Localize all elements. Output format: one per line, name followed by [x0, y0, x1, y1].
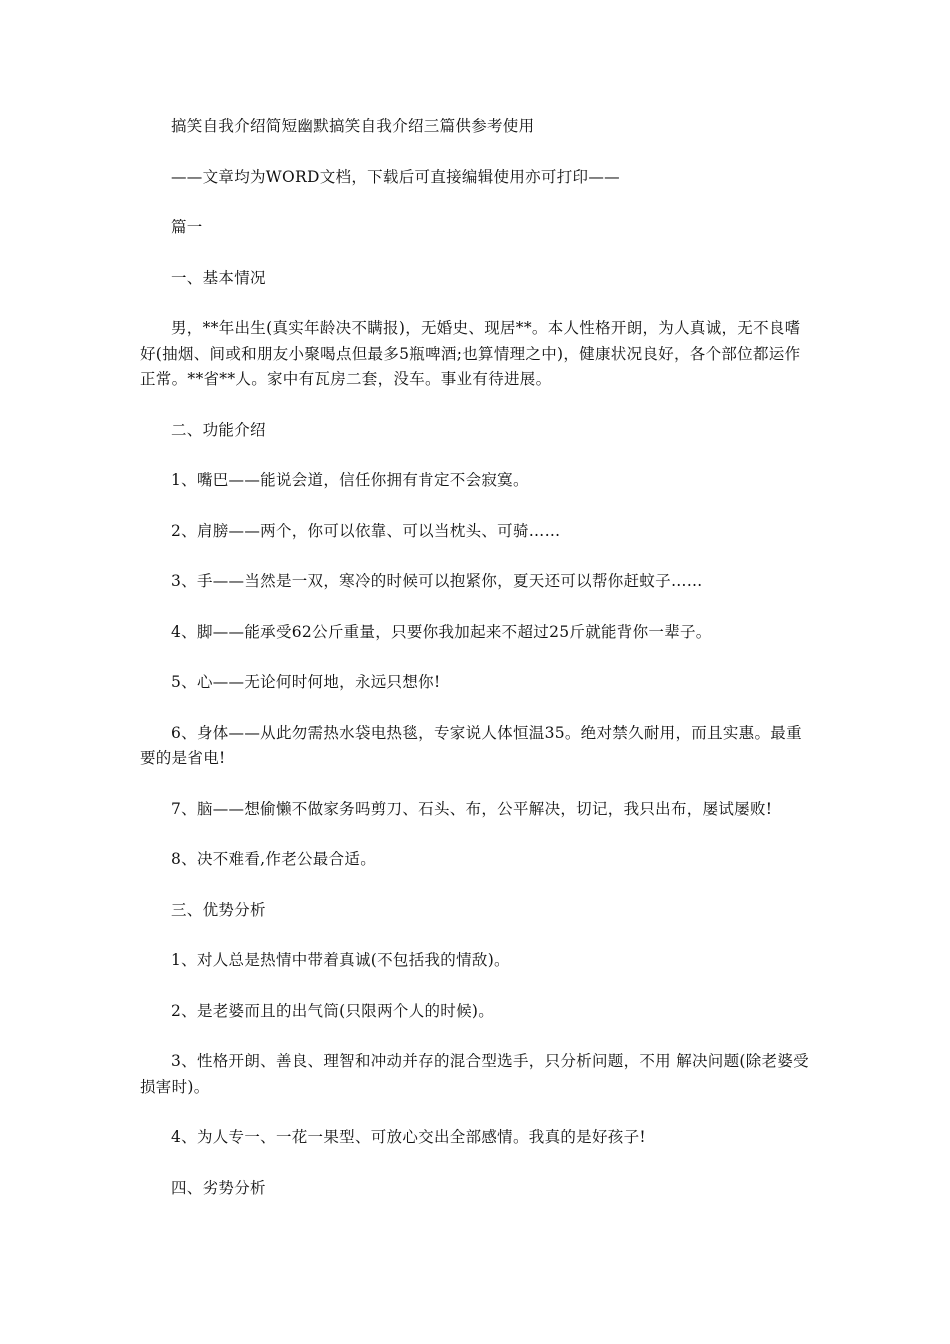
document-body: [140, 114, 812, 1201]
document-title: 搞笑自我介绍简短幽默搞笑自我介绍三篇供参考使用: [171, 117, 535, 135]
section-heading-weaknesses: 四、劣势分析: [171, 1178, 266, 1197]
function-item: 4、脚——能承受62公斤重量，只要你我加起来不超过25斤就能背你一辈子。: [171, 622, 712, 641]
strength-item: 4、为人专一、一花一果型、可放心交出全部感情。我真的是好孩子!: [171, 1128, 646, 1146]
strength-item: 2、是老婆而且的出气筒(只限两个人的时候)。: [171, 1001, 495, 1020]
part-label: 篇一: [171, 218, 203, 236]
function-item: 2、肩膀——两个，你可以依靠、可以当枕头、可骑……: [171, 521, 561, 540]
function-item: 7、脑——想偷懒不做家务吗剪刀、石头、布，公平解决，切记，我只出布，屡试屡败!: [171, 799, 773, 818]
function-item: 1、嘴巴——能说会道，信任你拥有肯定不会寂寞。: [171, 471, 529, 489]
function-item: 5、心——无论何时何地，永远只想你!: [171, 673, 441, 691]
strength-item: 3、性格开朗、善良、理智和冲动并存的混合型选手，只分析问题，不用 解决问题(除老婆受损害时)。: [140, 1052, 809, 1096]
section-heading-functions: 二、功能介绍: [171, 420, 266, 439]
function-item: 6、身体——从此勿需热水袋电热毯，专家说人体恒温35。绝对禁久耐用，而且实惠。最重要的是省电!: [140, 723, 802, 767]
section-heading-basic: 一、基本情况: [171, 268, 266, 287]
basic-info-paragraph: 男，**年出生(真实年龄决不瞒报)，无婚史、现居**。本人性格开朗，为人真诚，无不良嗜好(抽烟、间或和朋友小聚喝点但最多5瓶啤酒;也算情理之中)，健康状况良好，各个部位都运作正常。**省**人。家中有瓦房二套，没车。事业有待进展。: [140, 319, 801, 388]
function-item: 8、决不难看,作老公最合适。: [171, 850, 376, 868]
section-heading-strengths: 三、优势分析: [171, 900, 266, 919]
document-subtitle: ——文章均为WORD文档，下载后可直接编辑使用亦可打印——: [171, 167, 620, 186]
strength-item: 1、对人总是热情中带着真诚(不包括我的情敌)。: [171, 951, 510, 969]
function-item: 3、手——当然是一双，寒冷的时候可以抱紧你，夏天还可以帮你赶蚊子……: [171, 572, 703, 590]
